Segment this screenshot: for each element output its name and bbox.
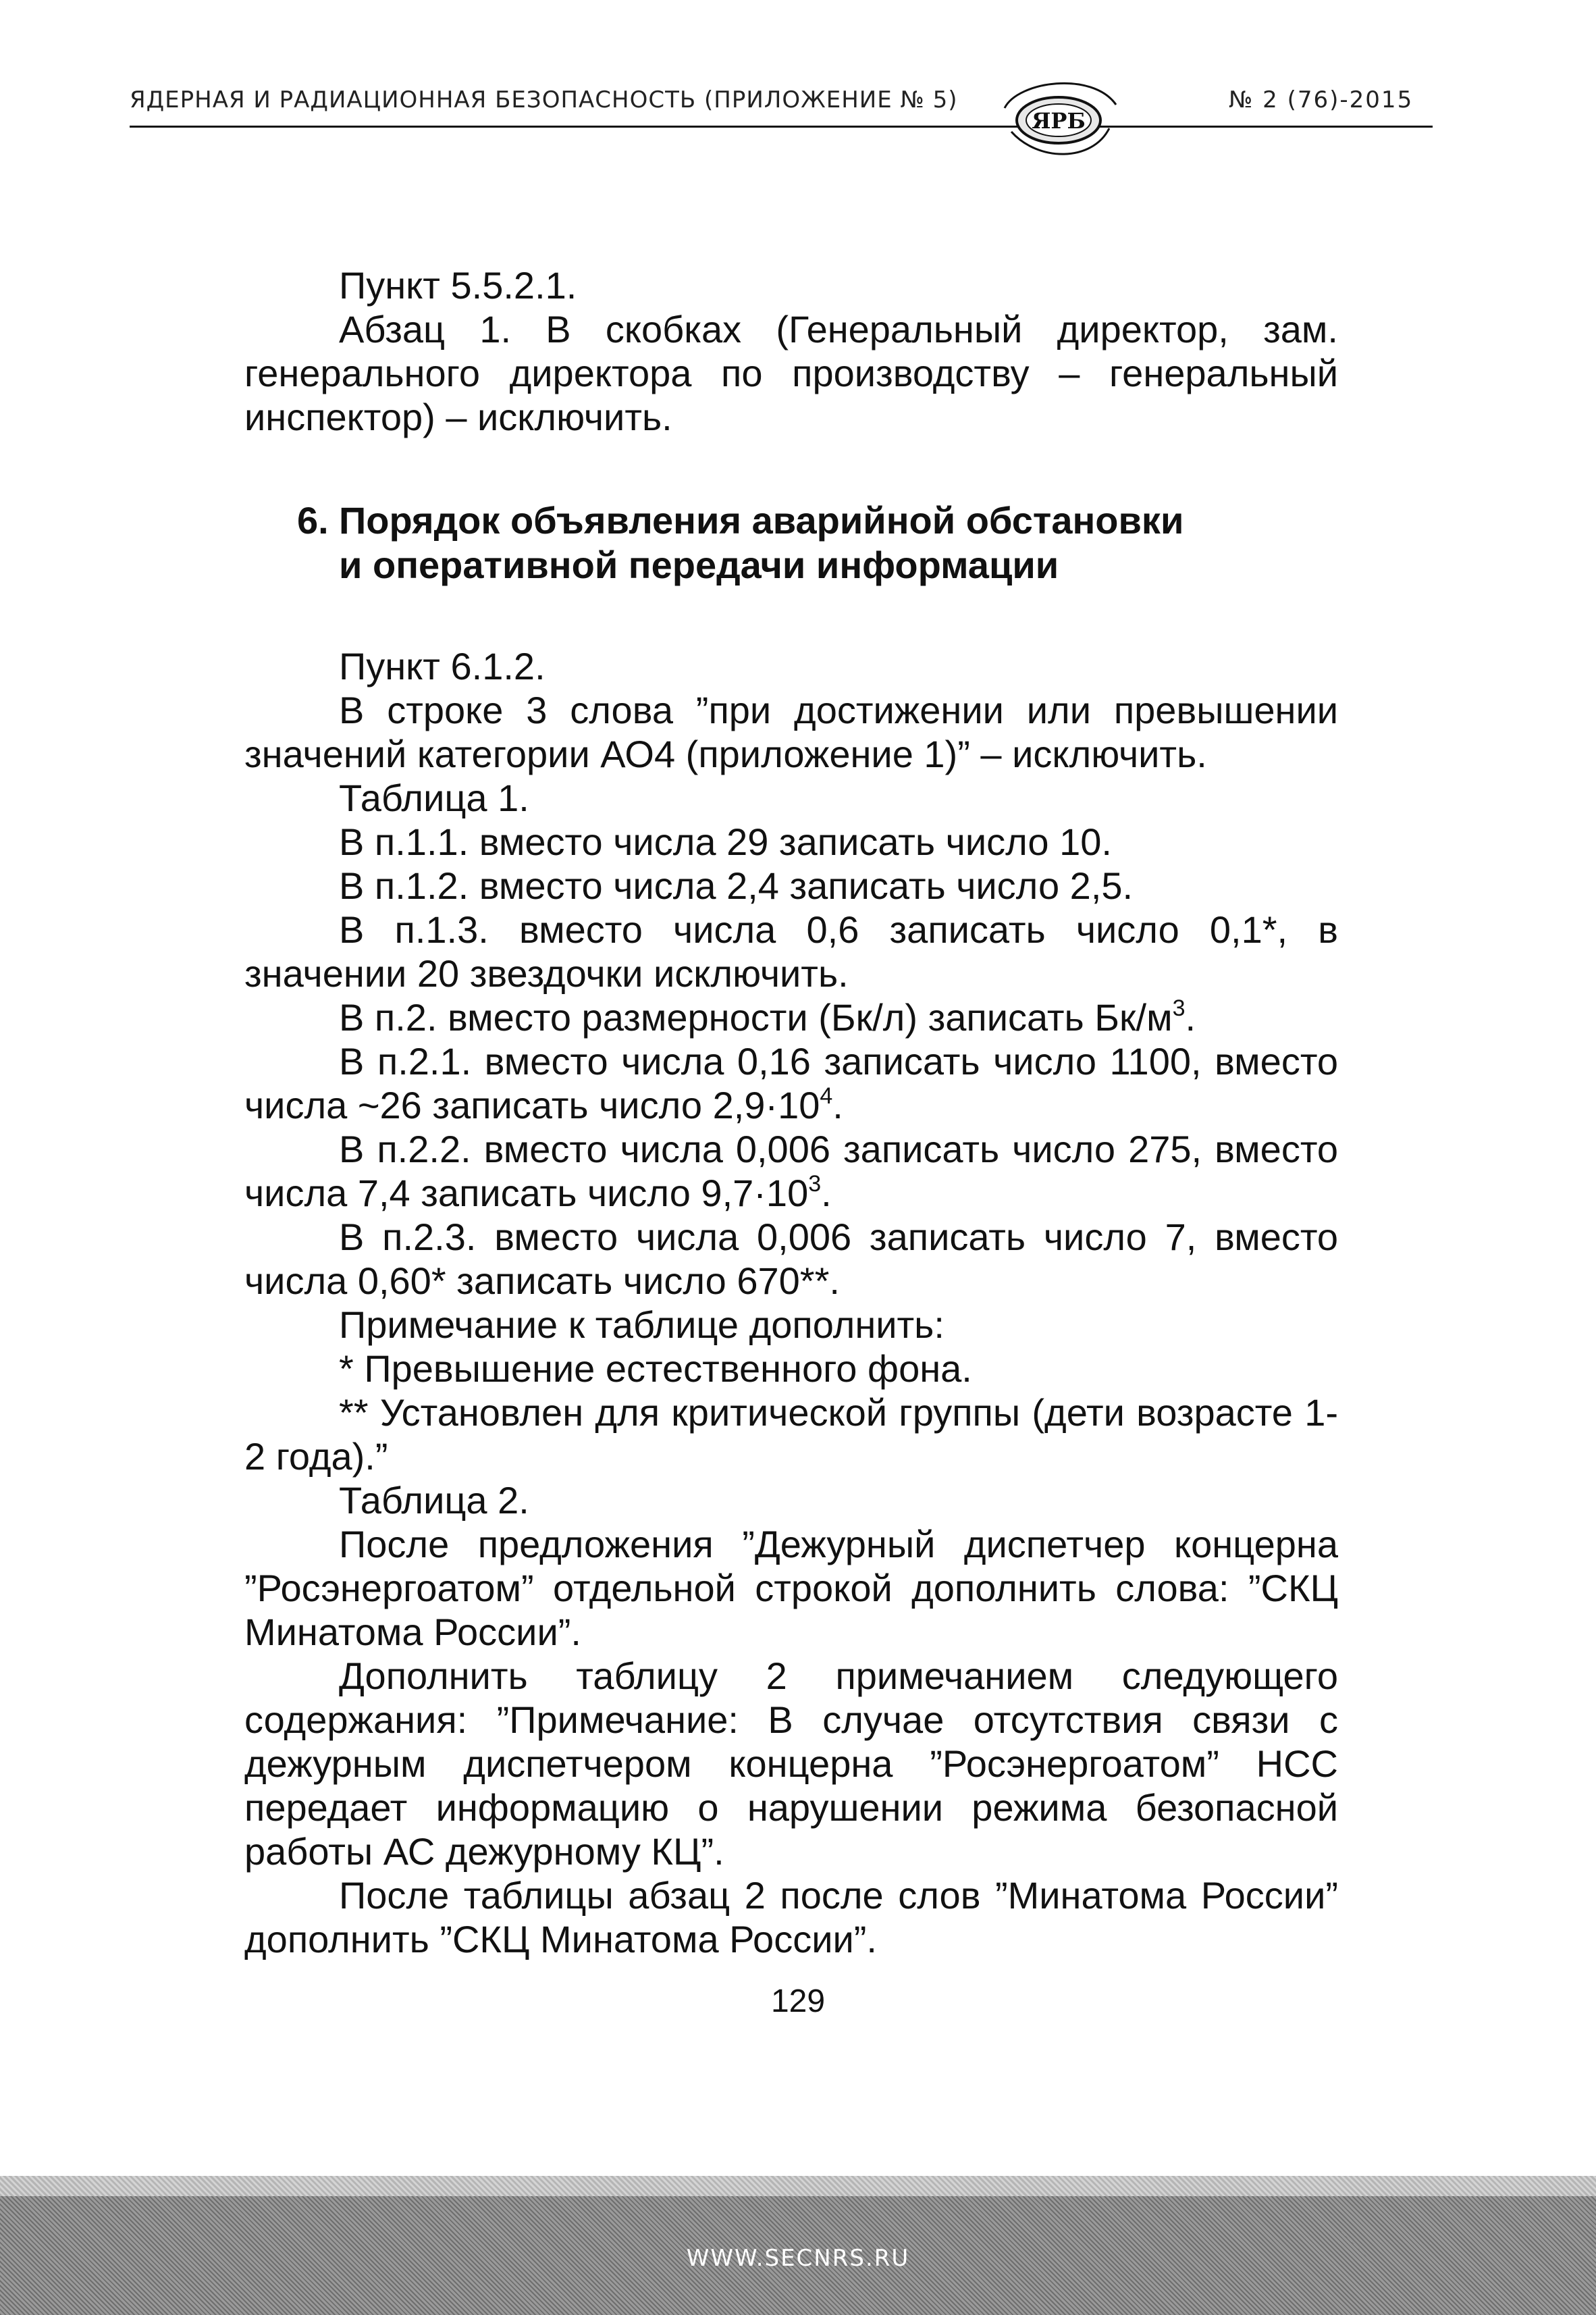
table-title: Таблица 2.: [339, 1479, 529, 1521]
list-item: [244, 995, 1338, 1039]
paragraph-line: Абзац 1. В скобках (Генеральный директор, зам.: [339, 308, 1338, 350]
paragraph-line: После таблицы абзац 2 после слов ”Минатома России”: [339, 1874, 1338, 1917]
section-heading: [244, 498, 1338, 588]
superscript: 3: [808, 1171, 822, 1197]
logo-text: ЯРБ: [1032, 108, 1086, 134]
text-run: .: [1185, 996, 1196, 1039]
item-title: Пункт 5.5.2.1.: [339, 264, 577, 307]
superscript: 3: [1172, 995, 1186, 1021]
note-item-cont: 2 года).”: [244, 1435, 388, 1478]
paragraph-line: В строке 3 слова ”при достижении или превышении: [339, 689, 1338, 731]
paragraph-line: дежурным диспетчером концерна ”Росэнергоатом” НСС: [244, 1742, 1338, 1785]
page-header: [0, 0, 1596, 176]
list-item: В п.2.2. вместо числа 0,006 записать число 275, вместо: [339, 1128, 1338, 1170]
paragraph-line: Минатома России”.: [244, 1611, 581, 1653]
heading-line: и оперативной передачи информации: [339, 544, 1059, 586]
item-title: Пункт 6.1.2.: [339, 645, 546, 687]
text-run: .: [832, 1084, 843, 1126]
note-intro: Примечание к таблице дополнить:: [339, 1303, 945, 1346]
header-rule: [130, 126, 1433, 128]
section-number: 6.: [297, 499, 329, 542]
list-item: В п.2.1. вместо числа 0,16 записать число 1100, вместо: [339, 1040, 1338, 1083]
section-5-amendment: [244, 263, 1338, 439]
journal-title: ЯДЕРНАЯ И РАДИАЦИОННАЯ БЕЗОПАСНОСТЬ (ПРИЛОЖЕНИЕ № 5): [130, 86, 958, 113]
paragraph-line: Дополнить таблицу 2 примечанием следующего: [339, 1655, 1338, 1697]
text-run: числа 7,4 записать число 9,7·10: [244, 1172, 809, 1214]
text-run: .: [821, 1172, 832, 1214]
paragraph-line: передает информацию о нарушении режима безопасной: [244, 1786, 1338, 1829]
heading-line: Порядок объявления аварийной обстановки: [339, 499, 1184, 542]
paragraph-line: инспектор) – исключить.: [244, 396, 672, 438]
document-body: [244, 263, 1338, 1961]
list-item: В п.1.3. вместо числа 0,6 записать число 0,1*, в: [339, 908, 1338, 951]
list-item: В п.1.1. вместо числа 29 записать число 10.: [339, 821, 1112, 863]
paragraph-line: значений категории АО4 (приложение 1)” – исключить.: [244, 733, 1207, 775]
list-item-cont: [244, 1083, 1338, 1127]
text-run: числа ~26 записать число 2,9·10: [244, 1084, 820, 1126]
paragraph-line: генерального директора по производству – генеральный: [244, 352, 1338, 394]
list-item: В п.1.2. вместо числа 2,4 записать число 2,5.: [339, 864, 1134, 907]
note-item: ** Установлен для критической группы (дети возрасте 1-: [339, 1391, 1338, 1434]
page-number: 129: [770, 1983, 826, 2019]
journal-logo-icon: [991, 68, 1126, 169]
website-link[interactable]: WWW.SECNRS.RU: [686, 2245, 910, 2272]
note-item: * Превышение естественного фона.: [339, 1347, 972, 1390]
issue-number: № 2 (76)-2015: [1229, 86, 1414, 113]
superscript: 4: [820, 1083, 833, 1109]
paragraph-line: После предложения ”Дежурный диспетчер концерна: [339, 1523, 1338, 1565]
text-run: В п.2. вместо размерности (Бк/л) записать Бк/м: [339, 996, 1173, 1039]
list-item-cont: числа 0,60* записать число 670**.: [244, 1259, 840, 1302]
section-6-amendments: [244, 644, 1338, 1961]
paragraph-line: работы АС дежурному КЦ”.: [244, 1830, 724, 1873]
paragraph-line: ”Росэнергоатом” отдельной строкой дополнить слова: ”СКЦ: [244, 1567, 1338, 1609]
paragraph-line: содержания: ”Примечание: В случае отсутствия связи с: [244, 1698, 1338, 1741]
list-item-cont: значении 20 звездочки исключить.: [244, 952, 849, 995]
paragraph-line: дополнить ”СКЦ Минатома России”.: [244, 1918, 877, 1960]
table-title: Таблица 1.: [339, 777, 529, 819]
list-item: В п.2.3. вместо числа 0,006 записать число 7, вместо: [339, 1216, 1338, 1258]
list-item-cont: [244, 1171, 1338, 1215]
footer-band-edge: [0, 2176, 1596, 2196]
